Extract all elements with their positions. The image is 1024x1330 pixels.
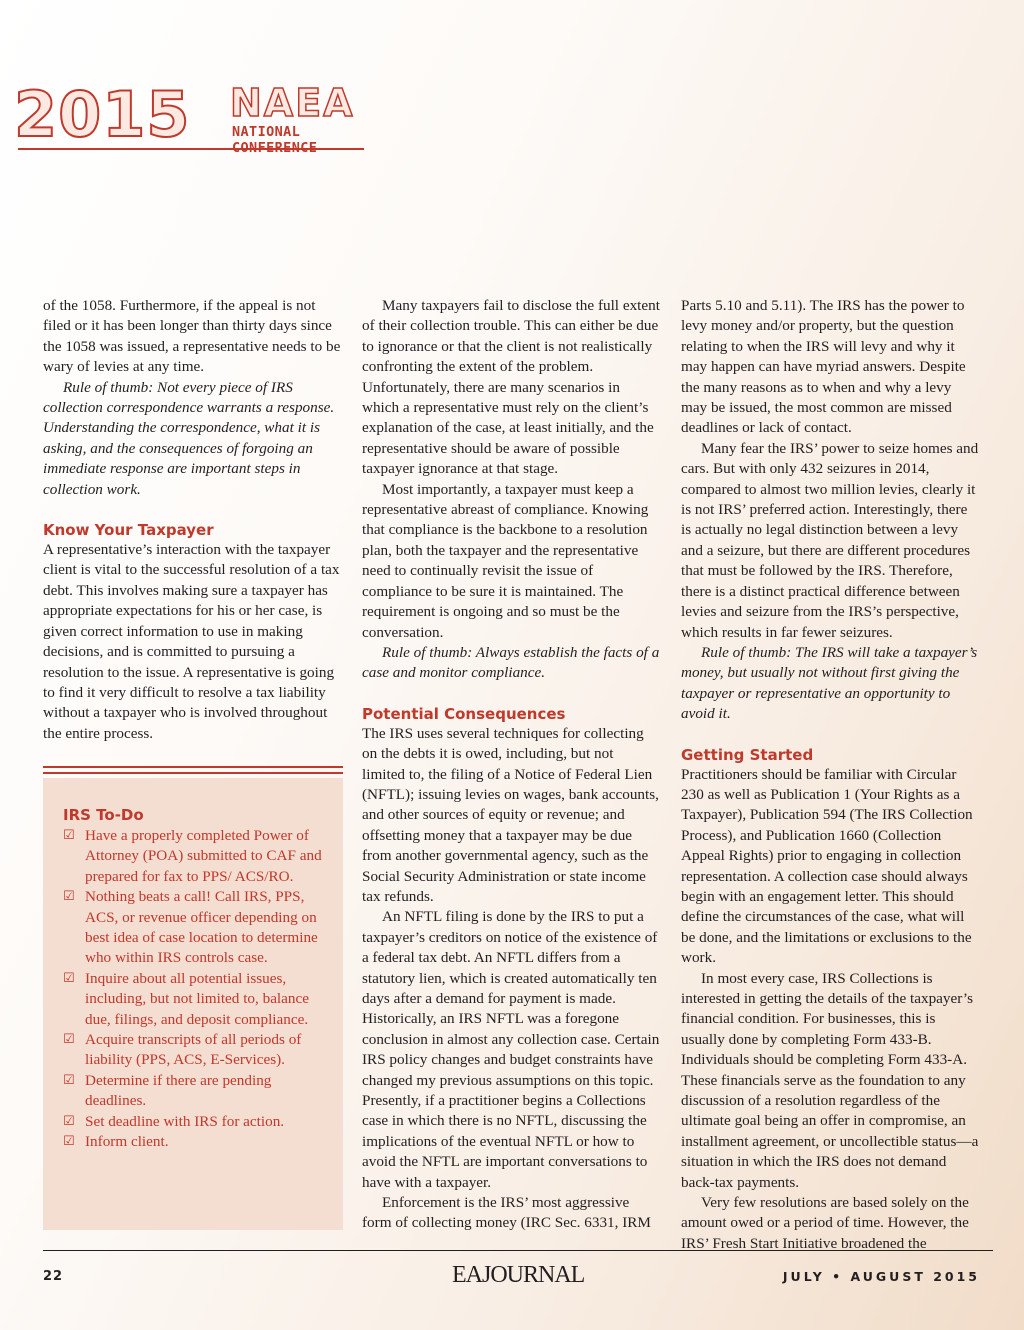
todo-item: ☑ Have a properly completed Power of Attorney (POA) submitted to CAF and prepared for fax to PPS/ ACS/RO. — [63, 826, 333, 887]
section-heading-getting-started: Getting Started — [681, 745, 814, 764]
paragraph: A representative’s interaction with the taxpayer client is vital to the successful resolution of a tax debt. This involves making sure a taxpayer has appropriate expectations for his or her case, is given correct information to use in making decisions, and is committed to pursuing a resolution to the issue. A representative is going to find it very difficult to resolve a tax liability without a taxpayer who is involved throughout the entire process. — [43, 541, 340, 742]
todo-item: ☑ Acquire transcripts of all periods of liability (PPS, ACS, E-Services). — [63, 1030, 333, 1071]
paragraph: Enforcement is the IRS’ most aggressive form of collecting money (IRC Sec. 6331, IRM — [362, 1194, 651, 1232]
section-heading-potential-consequences: Potential Consequences — [362, 704, 566, 723]
naea-conference-logo — [14, 78, 364, 156]
logo-naea: NAEA — [230, 81, 355, 125]
checkbox-icon: ☑ — [63, 1113, 75, 1129]
paragraph: Many fear the IRS’ power to seize homes and cars. But with only 432 seizures in 2014, compared to almost two million levies, clearly it is not IRS’ preferred action. Interestingly, there is actually no legal distinction between a levy and a seizure, but there are different procedures that must be followed by the IRS. Therefore, there is a distinct practical difference between levies and seizure from the IRS’s perspective, which results in far fewer seizures. — [681, 439, 979, 641]
paragraph: The IRS uses several techniques for collecting on the debts it is owed, including, but not limited to, the filing of a Notice of Federal Lien (NFTL); issuing levies on wages, bank accounts, and other sources of equity or revenue; and offsetting money that a taxpayer may be due from another governmental agency, such as the Social Security Administration or state income tax refunds. — [362, 724, 659, 905]
checkbox-icon: ☑ — [63, 1072, 75, 1088]
todo-item: ☑ Inform client. — [63, 1132, 333, 1152]
irs-todo-sidebar — [43, 778, 343, 1230]
column-2 — [362, 296, 660, 1234]
sidebar-top-rule — [43, 772, 343, 774]
paragraph: In most every case, IRS Collections is interested in getting the details of the taxpayer’s financial condition. For businesses, this is usually done by completing Form 433-B. Individuals should be completing Form 433-A. These financials serve as the foundation to any discussion of a resolution regardless of the ultimate goal being an offer in compromise, an installment agreement, or uncollectible status—a situation in which the IRS does not demand back-tax payments. — [681, 969, 979, 1191]
todo-item: ☑ Set deadline with IRS for action. — [63, 1112, 333, 1132]
column-1 — [43, 296, 343, 744]
rule-of-thumb: Rule of thumb: Not every piece of IRS collection correspondence warrants a response. Understanding the correspondence, what it is asking, and the consequences of forgoing an immediate response are important steps in collection work. — [43, 378, 335, 498]
column-3 — [681, 296, 981, 1254]
magazine-logo: EAJOURNAL — [452, 1262, 585, 1288]
checkbox-icon: ☑ — [63, 828, 75, 843]
checkbox-icon: ☑ — [63, 1032, 75, 1048]
footer-rule — [43, 1250, 993, 1251]
issue-date: JULY • AUGUST 2015 — [782, 1269, 980, 1284]
logo-year: 2015 — [14, 78, 191, 151]
logo-subtitle: NATIONAL CONFERENCE — [232, 124, 318, 156]
todo-list — [63, 826, 333, 1153]
rule-of-thumb: Rule of thumb: Always establish the facts of a case and monitor compliance. — [362, 643, 660, 682]
paragraph: An NFTL filing is done by the IRS to put a taxpayer’s creditors on notice of the existence of a federal tax debt. An NFTL differs from a statutory lien, which is created automatically ten days after a demand for payment is made. Historically, an IRS NFTL was a foregone conclusion in almost any collection case. Certain IRS policy changes and budget constraints have changed my previous assumptions on this topic. Presently, if a practitioner begins a Collections case in which there is no NFTL, discussing the implications of the eventual NFTL or how to avoid the NFTL are important conversations to have with a taxpayer. — [362, 908, 660, 1191]
checkbox-icon: ☑ — [63, 970, 75, 986]
todo-item: ☑ Nothing beats a call! Call IRS, PPS, ACS, or revenue officer depending on best idea of case location to determine who within IRS controls case. — [63, 887, 333, 969]
paragraph: Parts 5.10 and 5.11). The IRS has the power to levy money and/or property, but the question relating to when the IRS will levy and why it may happen can have myriad answers. Despite the many reasons as to when and why a levy may be issued, the most common are missed deadlines or lack of contact. — [681, 297, 966, 437]
paragraph: of the 1058. Furthermore, if the appeal is not filed or it has been longer than thirty days since the 1058 was issued, a representative needs to be wary of levies at any time. — [43, 297, 341, 376]
rule-of-thumb: Rule of thumb: The IRS will take a taxpayer’s money, but usually not without first giving the taxpayer or representative an opportunity to avoid it. — [681, 643, 978, 723]
sidebar-top-rule — [43, 766, 343, 768]
logo-underline — [18, 148, 364, 150]
todo-item: ☑ Inquire about all potential issues, including, but not limited to, balance due, filings, and deposit compliance. — [63, 969, 333, 1030]
checkbox-icon: ☑ — [63, 889, 75, 905]
section-heading-know-your-taxpayer: Know Your Taxpayer — [43, 521, 214, 540]
page-number: 22 — [43, 1269, 64, 1284]
paragraph: Most importantly, a taxpayer must keep a representative abreast of compliance. Knowing that compliance is the backbone to a resolution plan, both the taxpayer and the representative need to continually revisit the issue of compliance to be sure it is maintained. The requirement is ongoing and so must be the conversation. — [362, 480, 649, 641]
checkbox-icon: ☑ — [63, 1134, 75, 1150]
paragraph: Many taxpayers fail to disclose the full extent of their collection trouble. This can either be due to ignorance or that the client is not realistically confronting the extent of the problem. Unfortunately, there are many scenarios in which a representative must rely on the client’s explanation of the case, at least initially, and the representative should be aware of possible taxpayer ignorance at that stage. — [362, 297, 660, 478]
paragraph: Very few resolutions are based solely on the amount owed or a period of time. However, the IRS’ Fresh Start Initiative broadened the — [681, 1194, 969, 1252]
todo-item: ☑ Determine if there are pending deadlines. — [63, 1071, 333, 1112]
paragraph: Practitioners should be familiar with Circular 230 as well as Publication 1 (Your Rights as a Taxpayer), Publication 594 (The IRS Collection Process), and Publication 1660 (Collection Appeal Rights) prior to engaging in collection representation. A collection case should always begin with an engagement letter. This should define the circumstances of the case, what will be done, and the limitations or exclusions to the work. — [681, 765, 973, 967]
sidebar-title: IRS To-Do — [63, 806, 144, 824]
